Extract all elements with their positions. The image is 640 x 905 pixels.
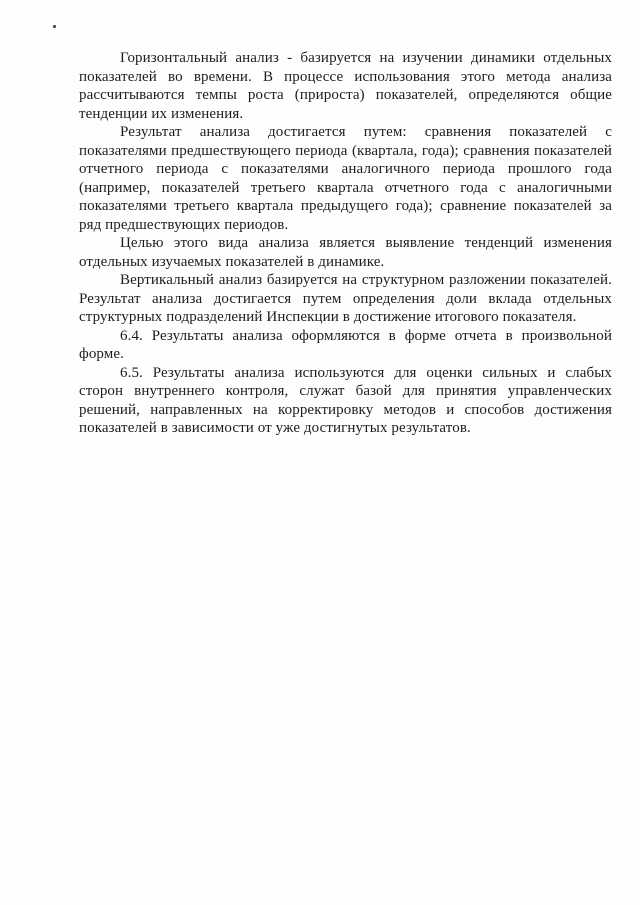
paragraph-analysis-result-methods: Результат анализа достигается путем: сравнения показателей с показателями предшествующего периода (квартала, года); сравнения показателей отчетного периода с показателями аналогичного периода прошлого года (например, показателей третьего квартала отчетного года с аналогичными показателями третьего квартала предыдущего года); сравнение показателей за ряд предшествующих периодов. bbox=[79, 124, 612, 233]
document-text-block bbox=[79, 49, 612, 438]
paragraph-item-6-5: 6.5. Результаты анализа используются для оценки сильных и слабых сторон внутреннего контроля, служат базой для принятия управленческих решений, направленных на корректировку методов и способов достижения показателей в зависимости от уже достигнутых результатов. bbox=[79, 364, 612, 436]
paragraph-horizontal-analysis: Горизонтальный анализ - базируется на изучении динамики отдельных показателей во времени. В процессе использования этого метода анализа рассчитываются темпы роста (прироста) показателей, определяются общие тенденции их изменения. bbox=[79, 50, 612, 122]
scan-speck bbox=[53, 25, 56, 28]
paragraph-vertical-analysis: Вертикальный анализ базируется на структурном разложении показателей. Результат анализа достигается путем определения доли вклада отдельных структурных подразделений Инспекции в достижение итогового показателя. bbox=[79, 272, 612, 325]
paragraph-analysis-goal: Целью этого вида анализа является выявление тенденций изменения отдельных изучаемых показателей в динамике. bbox=[79, 235, 612, 270]
paragraph-item-6-4: 6.4. Результаты анализа оформляются в форме отчета в произвольной форме. bbox=[79, 327, 612, 362]
